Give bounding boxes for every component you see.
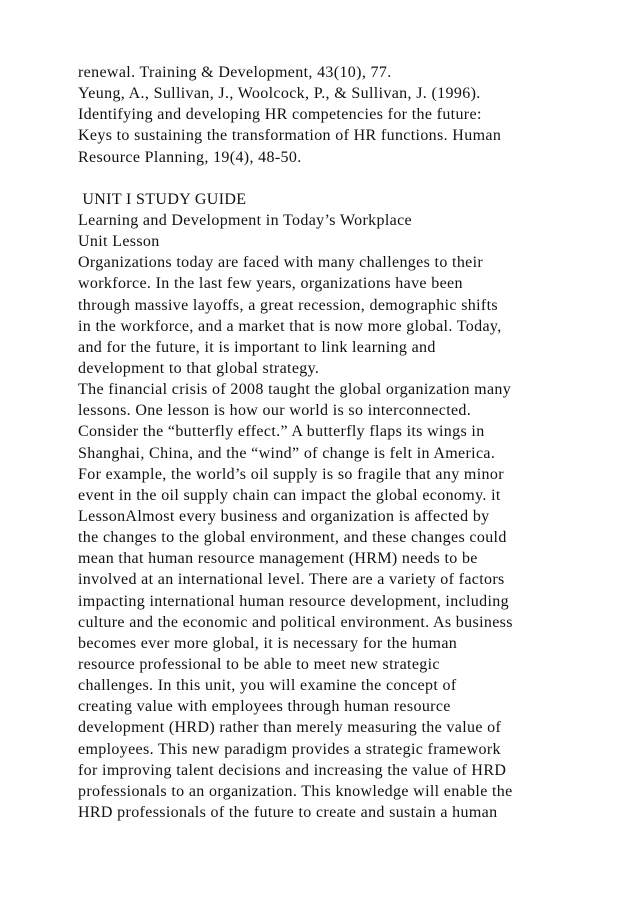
study-guide-subtitle: Learning and Development in Today’s Workplace	[78, 211, 412, 229]
body-line: for improving talent decisions and increasing the value of HRD	[78, 761, 507, 779]
body-line: professionals to an organization. This knowledge will enable the	[78, 782, 513, 800]
body-line: the changes to the global environment, and these changes could	[78, 529, 507, 547]
body-line: and for the future, it is important to link learning and	[78, 338, 436, 356]
body-line: event in the oil supply chain can impact the global economy. it	[78, 486, 501, 504]
body-line: lessons. One lesson is how our world is so interconnected.	[78, 402, 472, 420]
document-page	[78, 62, 638, 823]
body-line: The financial crisis of 2008 taught the global organization many	[78, 381, 512, 399]
body-line: development to that global strategy.	[78, 359, 320, 377]
body-line: challenges. In this unit, you will examine the concept of	[78, 677, 457, 695]
references-block	[78, 62, 638, 168]
body-line: Organizations today are faced with many challenges to their	[78, 254, 484, 272]
reference-line: Keys to sustaining the transformation of HR functions. Human	[78, 127, 502, 145]
body-line: For example, the world’s oil supply is so fragile that any minor	[78, 465, 504, 483]
body-line: through massive layoffs, a great recession, demographic shifts	[78, 296, 498, 314]
body-line: development (HRD) rather than merely measuring the value of	[78, 719, 502, 737]
body-line: workforce. In the last few years, organizations have been	[78, 275, 463, 293]
lesson-body	[78, 252, 638, 823]
section-label: Unit Lesson	[78, 233, 160, 251]
body-line: culture and the economic and political environment. As business	[78, 613, 513, 631]
body-line: Shanghai, China, and the “wind” of change is felt in America.	[78, 444, 496, 462]
study-guide-heading: UNIT I STUDY GUIDE	[78, 190, 247, 208]
body-line: becomes ever more global, it is necessary for the human	[78, 634, 458, 652]
body-line: Consider the “butterfly effect.” A butterfly flaps its wings in	[78, 423, 485, 441]
body-line: involved at an international level. There are a variety of factors	[78, 571, 505, 589]
body-line: HRD professionals of the future to create and sustain a human	[78, 803, 498, 821]
reference-line: renewal. Training & Development, 43(10), 77.	[78, 64, 392, 81]
body-line: impacting international human resource development, including	[78, 592, 510, 610]
reference-line: Identifying and developing HR competencies for the future:	[78, 106, 482, 124]
body-line: creating value with employees through human resource	[78, 698, 451, 716]
reference-line: Yeung, A., Sullivan, J., Woolcock, P., & Sullivan, J. (1996).	[78, 85, 481, 103]
reference-line: Resource Planning, 19(4), 48-50.	[78, 148, 302, 166]
blank-line	[78, 168, 638, 189]
body-line: in the workforce, and a market that is now more global. Today,	[78, 317, 502, 335]
body-line: mean that human resource management (HRM) needs to be	[78, 550, 478, 568]
body-line: employees. This new paradigm provides a strategic framework	[78, 740, 501, 758]
body-line: resource professional to be able to meet new strategic	[78, 655, 440, 673]
body-line: LessonAlmost every business and organization is affected by	[78, 507, 490, 525]
